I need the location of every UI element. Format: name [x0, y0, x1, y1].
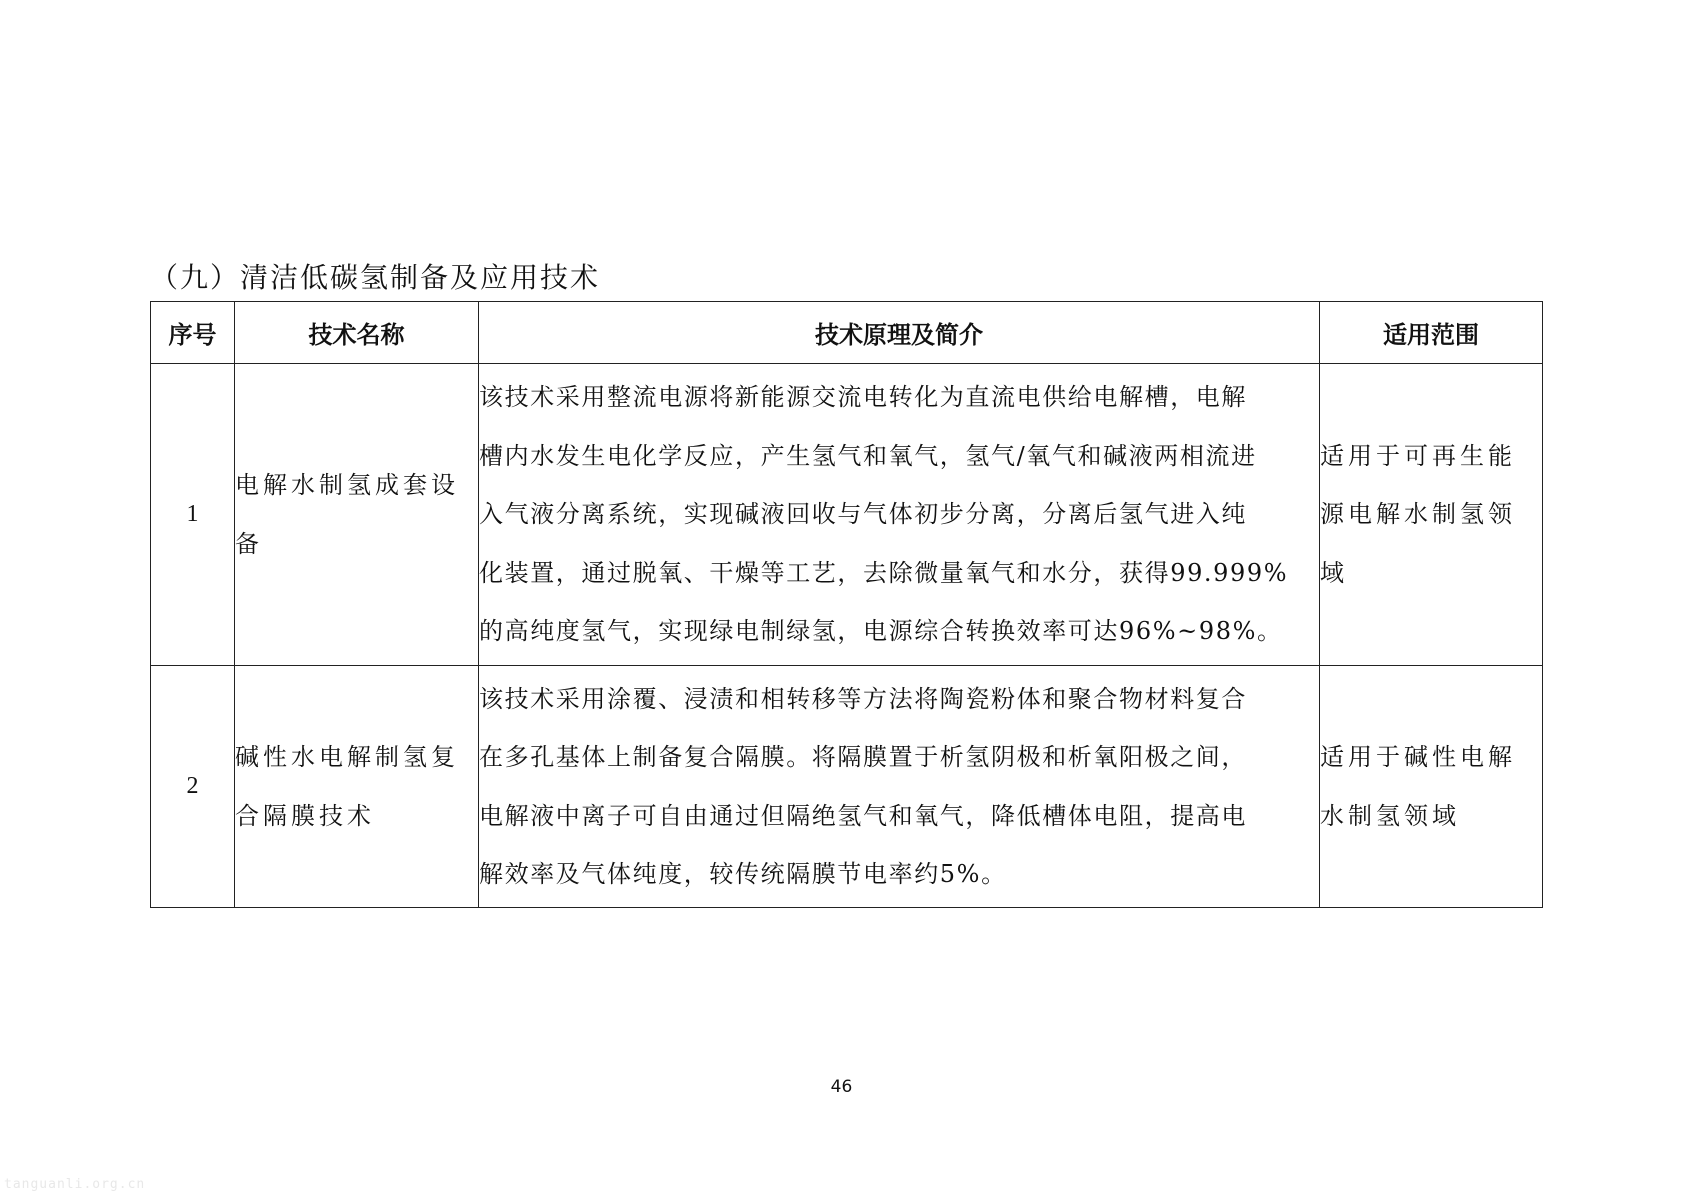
- row-technology-name: 电解水制氢成套设备: [235, 364, 479, 666]
- description-line: 该技术采用涂覆、浸渍和相转移等方法将陶瓷粉体和聚合物材料复合: [479, 684, 1247, 713]
- description-line: 的高纯度氢气，实现绿电制绿氢，电源综合转换效率可达96%~98%。: [479, 617, 1283, 646]
- description-line: 电解液中离子可自由通过但隔绝氢气和氧气，降低槽体电阻，提高电: [479, 801, 1247, 830]
- description-line: 解效率及气体纯度，较传统隔膜节电率约5%。: [479, 860, 1007, 888]
- row-scope: 适用于碱性电解水制氢领域: [1320, 666, 1543, 908]
- page-number: 46: [830, 1077, 853, 1097]
- section-title: （九）清洁低碳氢制备及应用技术: [150, 261, 601, 294]
- row-description: [479, 666, 1320, 908]
- description-line: 在多孔基体上制备复合隔膜。将隔膜置于析氢阴极和析氧阳极之间，: [479, 743, 1247, 771]
- description-line: 化装置，通过脱氧、干燥等工艺，去除微量氧气和水分，获得99.999%: [479, 558, 1289, 587]
- description-line: 入气液分离系统，实现碱液回收与气体初步分离，分离后氢气进入纯: [479, 500, 1247, 529]
- table-row: [151, 364, 1543, 666]
- row-technology-name: 碱性水电解制氢复合隔膜技术: [235, 666, 479, 908]
- table-header-row: [151, 302, 1543, 364]
- table-row: [151, 666, 1543, 908]
- watermark: tanguanli.org.cn: [4, 1177, 146, 1192]
- header-scope-of-application: 适用范围: [1320, 302, 1543, 364]
- description-line: 该技术采用整流电源将新能源交流电转化为直流电供给电解槽，电解: [479, 383, 1247, 412]
- row-scope: 适用于可再生能源电解水制氢领域: [1320, 364, 1543, 666]
- header-principle-and-description: 技术原理及简介: [479, 302, 1320, 364]
- header-serial-number: 序号: [151, 302, 235, 364]
- row-serial-number: 1: [151, 364, 235, 666]
- row-description: [479, 364, 1320, 666]
- technology-table: [150, 301, 1543, 908]
- row-serial-number: 2: [151, 666, 235, 908]
- description-line: 槽内水发生电化学反应，产生氢气和氧气，氢气/氧气和碱液两相流进: [479, 441, 1257, 470]
- header-technology-name: 技术名称: [235, 302, 479, 364]
